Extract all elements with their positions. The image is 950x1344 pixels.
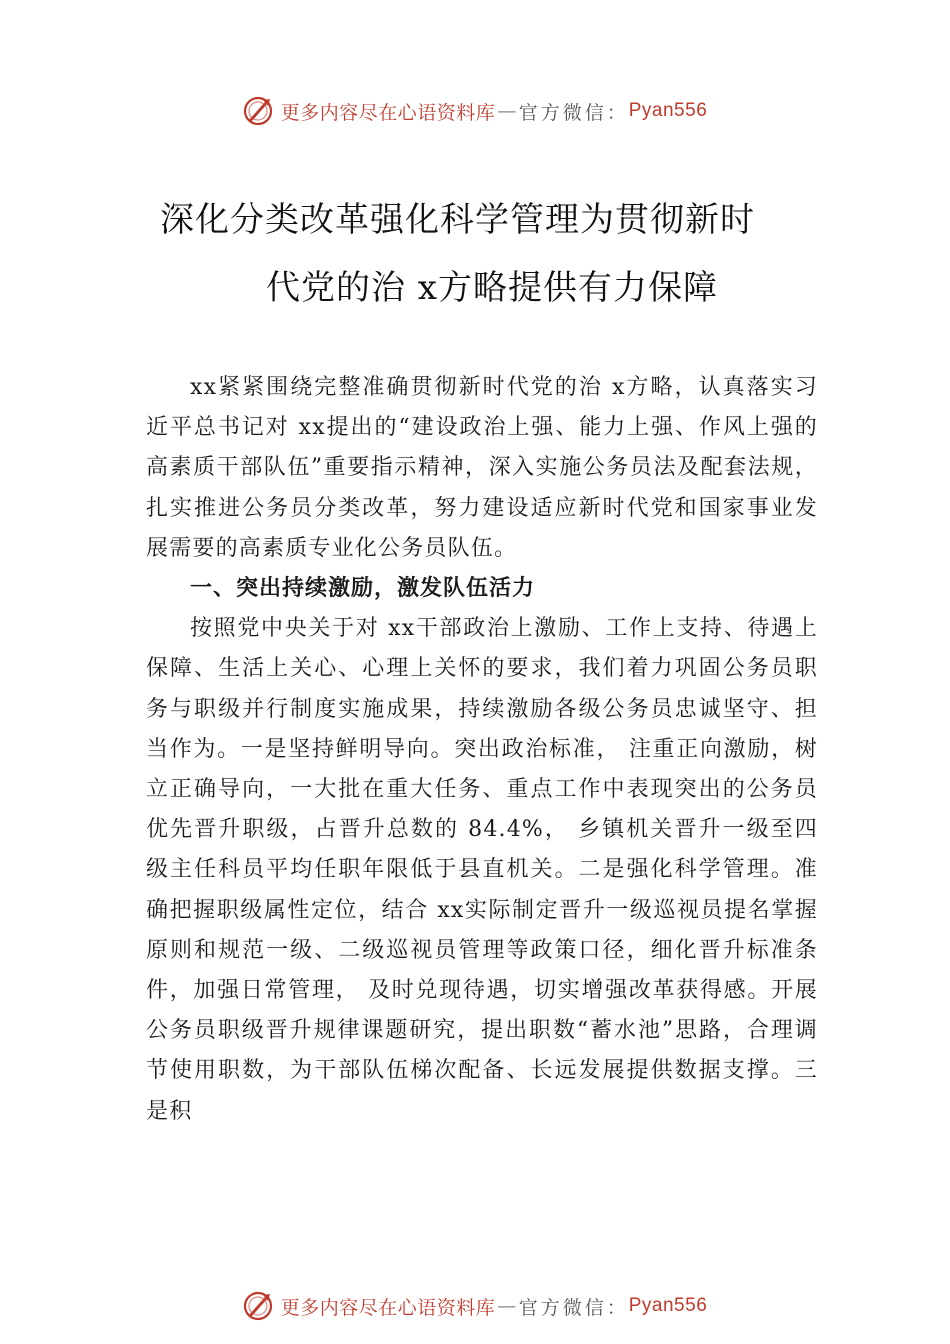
document-title-line-2: 代党的治 x方略提供有力保障 [266, 268, 718, 308]
watermark-separator: — [497, 1295, 517, 1317]
document-body [146, 368, 818, 1132]
watermark-label: 官方微信： [518, 1296, 629, 1319]
quill-logo-icon [243, 96, 273, 126]
intro-paragraph: xx紧紧围绕完整准确贯彻新时代党的治 x方略，认真落实习近平总书记对 xx提出的“建设政治上强、能力上强、作风上强的高素质干部队伍”重要指示精神，深入实施公务员法及配套法规，扎实推进公务员分类改革，努力建设适应新时代党和国家事业发展需要的高素质专业化公务员队伍。 [146, 375, 818, 561]
watermark-label: 官方微信： [518, 101, 629, 124]
watermark-id: Pyan556 [628, 100, 708, 121]
watermark-separator: — [497, 100, 517, 122]
watermark-text: 更多内容尽在心语资料库 [280, 1296, 496, 1319]
quill-logo-icon [243, 1291, 273, 1321]
watermark-id: Pyan556 [628, 1295, 708, 1316]
footer-watermark [0, 1291, 950, 1321]
watermark-text: 更多内容尽在心语资料库 [280, 101, 496, 124]
section-1-paragraph: 按照党中央关于对 xx干部政治上激励、工作上支持、待遇上保障、生活上关心、心理上关怀的要求，我们着力巩固公务员职务与职级并行制度实施成果，持续激励各级公务员忠诚坚守、担当作为。一是坚持鲜明导向。突出政治标准， 注重正向激励，树立正确导向，一大批在重大任务、重点工作中表现突出的公务员优先晋升职级，占晋升总数的 84.4%， 乡镇机关晋升一级至四级主任科员平均任职年限低于县直机关。二是强化科学管理。准确把握职级属性定位，结合 xx实际制定晋升一级巡视员提名掌握原则和规范一级、二级巡视员管理等政策口径，细化晋升标准条件，加强日常管理， 及时兑现待遇，切实增强改革获得感。开展公务员职级晋升规律课题研究，提出职数“蓄水池”思路，合理调节使用职数，为干部队伍梯次配备、长远发展提供数据支撑。三是积 [146, 616, 818, 1124]
section-heading-1: 一、突出持续激励，激发队伍活力 [190, 576, 536, 602]
document-title-line-1: 深化分类改革强化科学管理为贯彻新时 [160, 200, 755, 240]
header-watermark [0, 96, 950, 126]
